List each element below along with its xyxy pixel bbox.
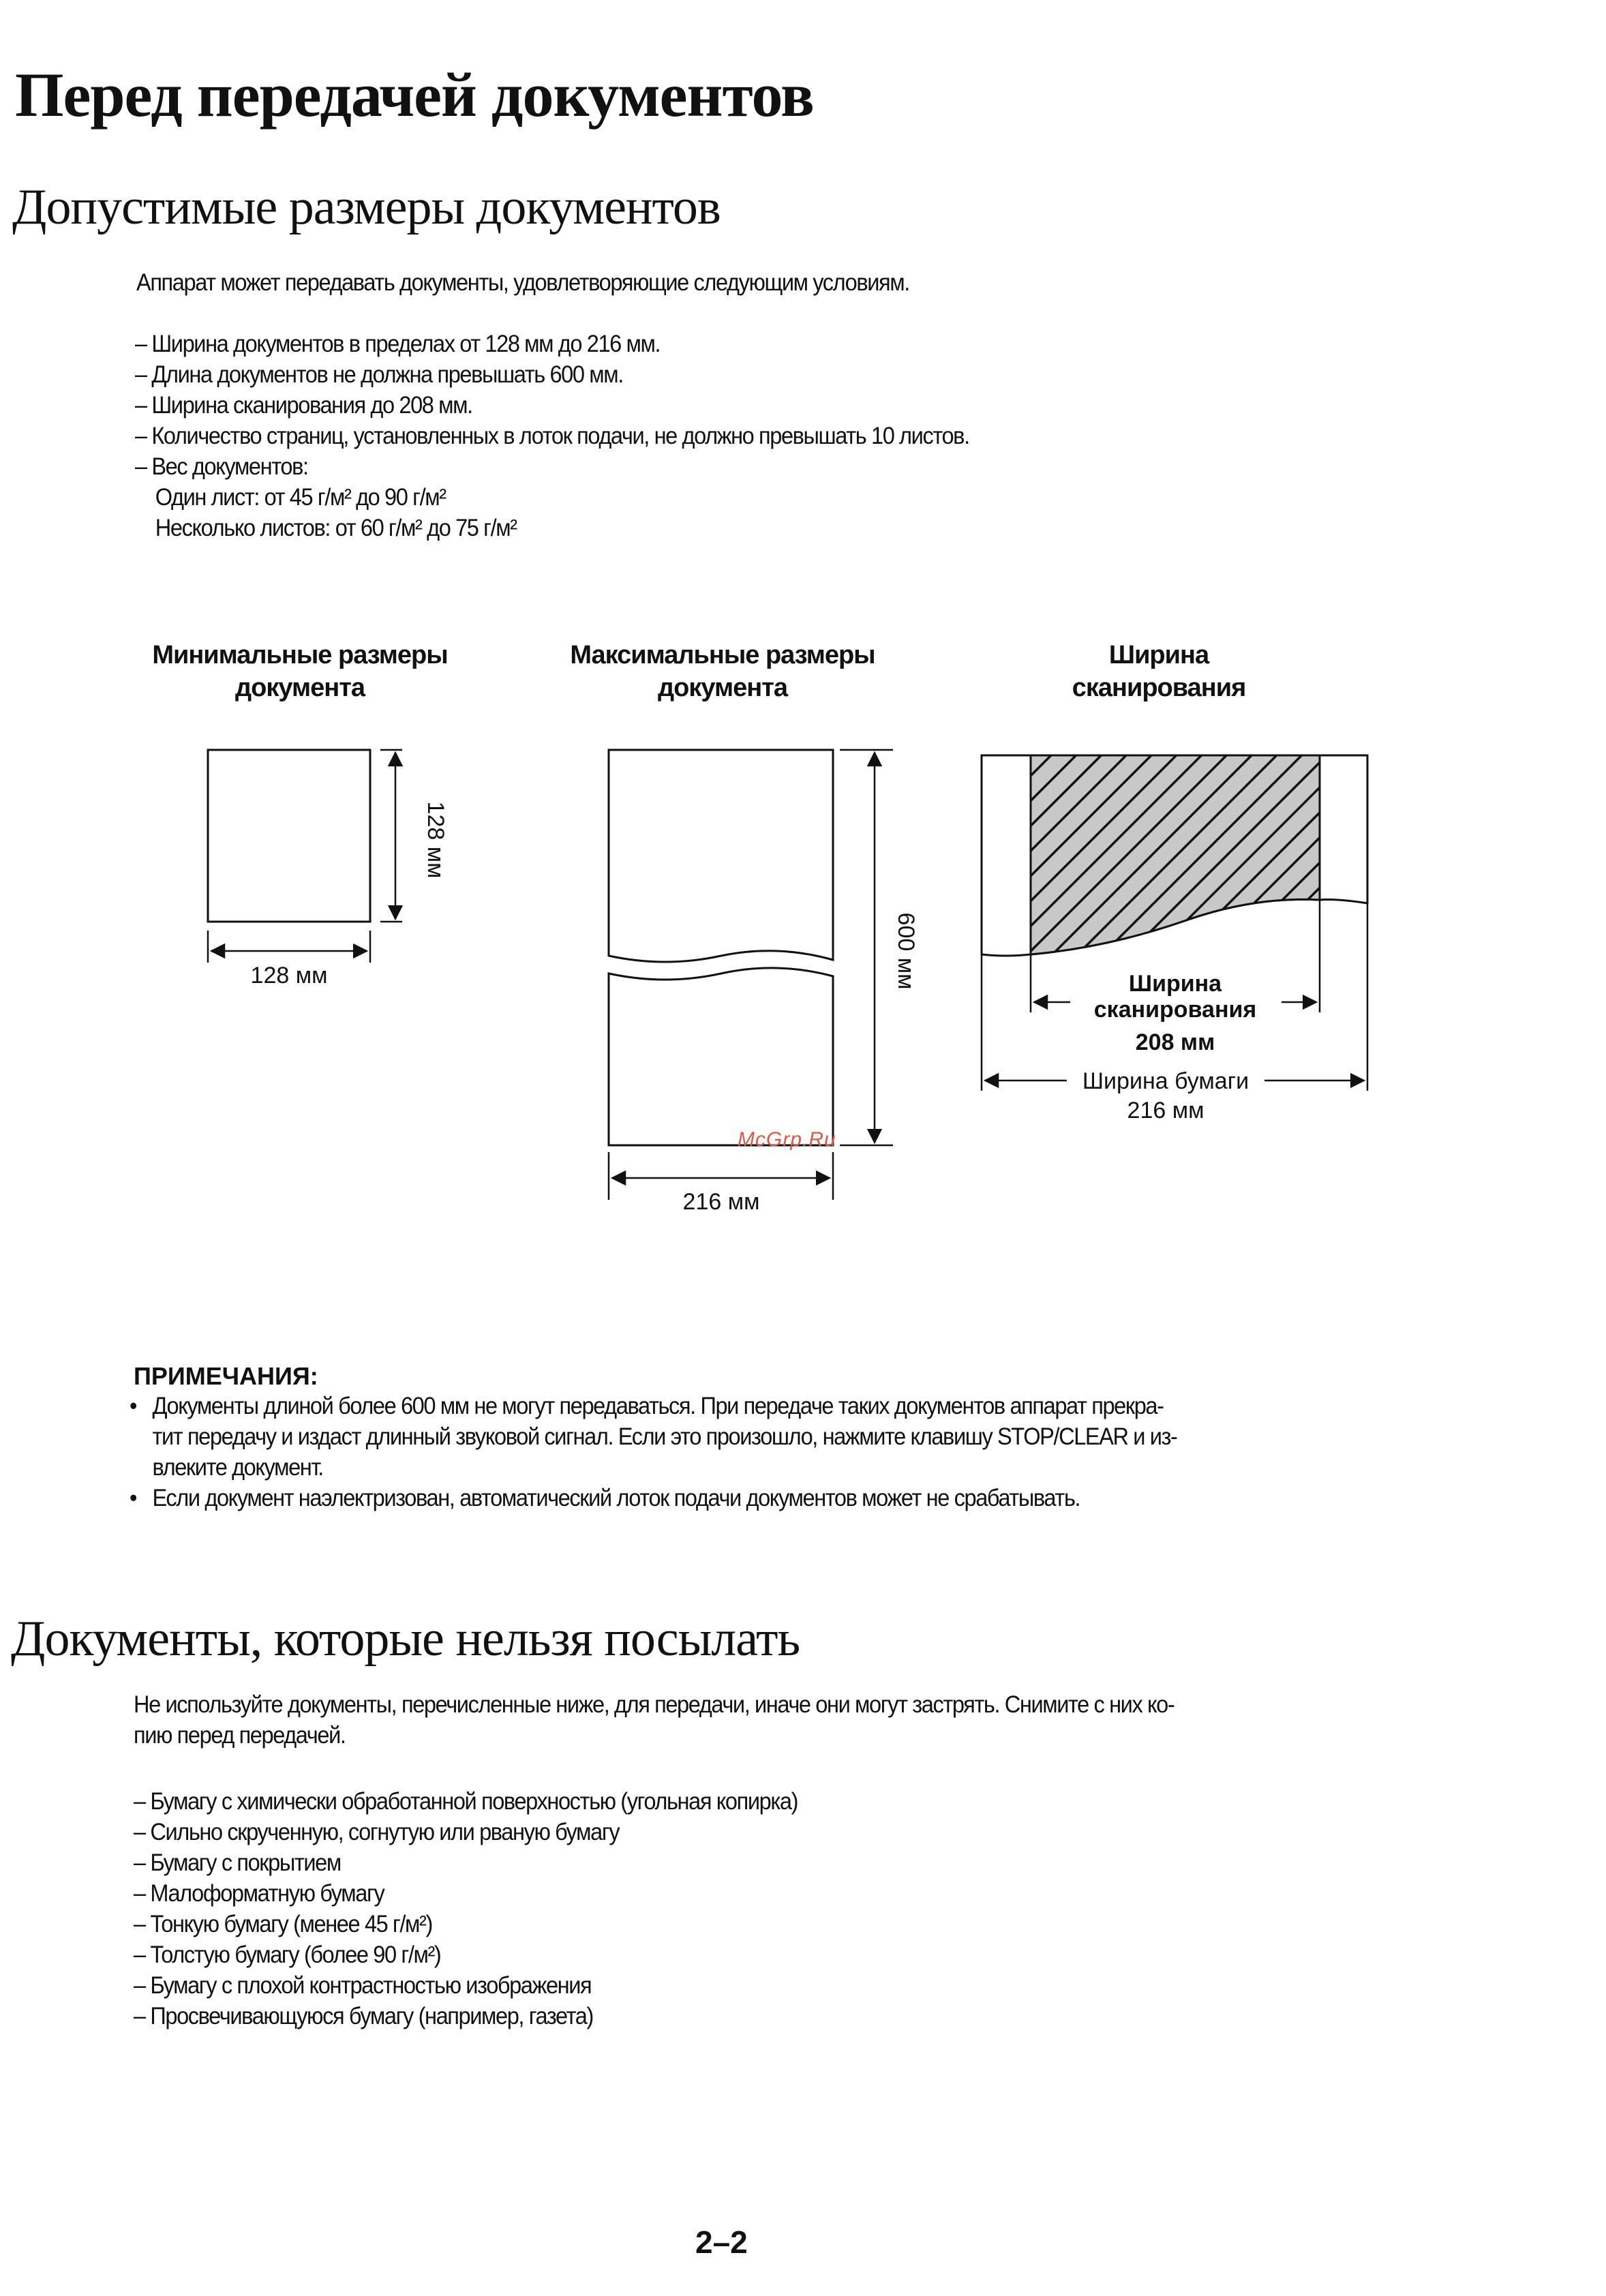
forbidden-item: – Малоформатную бумагу (134, 1880, 384, 1907)
diagram-title-max-line1: Максимальные размеры (570, 641, 875, 669)
diagram-title-min-line1: Минимальные размеры (152, 641, 448, 669)
note-item (130, 1391, 1549, 1483)
bullet-icon: • (130, 1485, 137, 1511)
note-text-line: Документы длиной более 600 мм не могут передаваться. При передаче таких документов аппарат прекра- (152, 1393, 1164, 1419)
forbidden-item: – Тонкую бумагу (менее 45 г/м²) (134, 1911, 432, 1937)
forbidden-list (134, 1786, 798, 2031)
max-document-top-part (609, 750, 833, 962)
condition-item: – Ширина сканирования до 208 мм. (135, 392, 472, 419)
forbidden-item: – Просвечивающуюся бумагу (например, газета) (134, 2003, 593, 2029)
weight-single: Один лист: от 45 г/м² до 90 г/м² (155, 484, 446, 511)
weight-multiple: Несколько листов: от 60 г/м² до 75 г/м² (155, 515, 517, 541)
max-width-label: 216 мм (682, 1189, 760, 1215)
diagram-title-scan-line1: Ширина (1108, 641, 1209, 669)
page-title: Перед передачей документов (15, 60, 814, 130)
note-item (130, 1483, 1549, 1513)
condition-item: – Количество страниц, установленных в лоток подачи, не должно превышать 10 листов. (135, 423, 969, 449)
max-length-label: 600 мм (893, 912, 919, 990)
notes-heading: ПРИМЕЧАНИЯ: (134, 1362, 318, 1390)
notes-list (130, 1391, 1549, 1513)
forbidden-item: – Толстую бумагу (более 90 г/м²) (134, 1942, 441, 1968)
forbidden-item: – Бумагу с плохой контрастностью изображения (134, 1972, 592, 1999)
note-text-line: Если документ наэлектризован, автоматический лоток подачи документов может не срабатывать. (152, 1485, 1080, 1511)
section-heading-forbidden: Документы, которые нельзя посылать (11, 1611, 800, 1667)
sizes-intro: Аппарат может передавать документы, удовлетворяющие следующим условиям. (136, 269, 909, 296)
condition-item: – Ширина документов в пределах от 128 мм до 216 мм. (135, 331, 661, 357)
section-heading-sizes: Допустимые размеры документов (12, 179, 721, 235)
diagram-title-min-line2: документа (235, 674, 365, 702)
forbidden-item: – Сильно скрученную, согнутую или рваную бумагу (134, 1819, 620, 1845)
paper-width-value: 216 мм (1127, 1098, 1204, 1123)
diagram-title-scan-line2: сканирования (1072, 674, 1246, 702)
note-text-line: влеките документ. (152, 1454, 323, 1481)
min-document-sheet (208, 750, 370, 922)
min-document-diagram (208, 750, 449, 988)
forbidden-item: – Бумагу с химически обработанной поверхностью (угольная копирка) (134, 1788, 798, 1815)
forbidden-intro-line: Не используйте документы, перечисленные ниже, для передачи, иначе они могут застрять. Снимите с них ко- (134, 1691, 1175, 1718)
watermark-text: McGrp.Ru (738, 1128, 836, 1151)
max-document-bottom-part (609, 968, 833, 1145)
forbidden-intro (134, 1689, 1528, 1751)
scan-width-label-line1: Ширина (1128, 971, 1222, 997)
condition-item: – Вес документов: (135, 453, 308, 480)
scan-width-label-line2: сканирования (1093, 997, 1257, 1023)
scan-width-diagram (982, 755, 1367, 1123)
bullet-icon: • (130, 1393, 137, 1419)
page-number: 2–2 (695, 2224, 748, 2260)
condition-item: – Длина документов не должна превышать 600 мм. (135, 361, 623, 388)
scan-area-hatched (1031, 755, 1320, 954)
forbidden-intro-line: пию перед передачей. (134, 1722, 346, 1749)
diagram-title-max-line2: документа (658, 674, 787, 702)
min-width-label: 128 мм (250, 963, 328, 988)
min-height-label: 128 мм (423, 801, 449, 879)
note-text-line: тит передачу и издаст длинный звуковой сигнал. Если это произошло, нажмите клавишу STOP/CLEAR и из- (152, 1423, 1177, 1450)
paper-width-label: Ширина бумаги (1082, 1068, 1249, 1094)
forbidden-item: – Бумагу с покрытием (134, 1849, 341, 1876)
scan-width-value: 208 мм (1135, 1029, 1215, 1055)
